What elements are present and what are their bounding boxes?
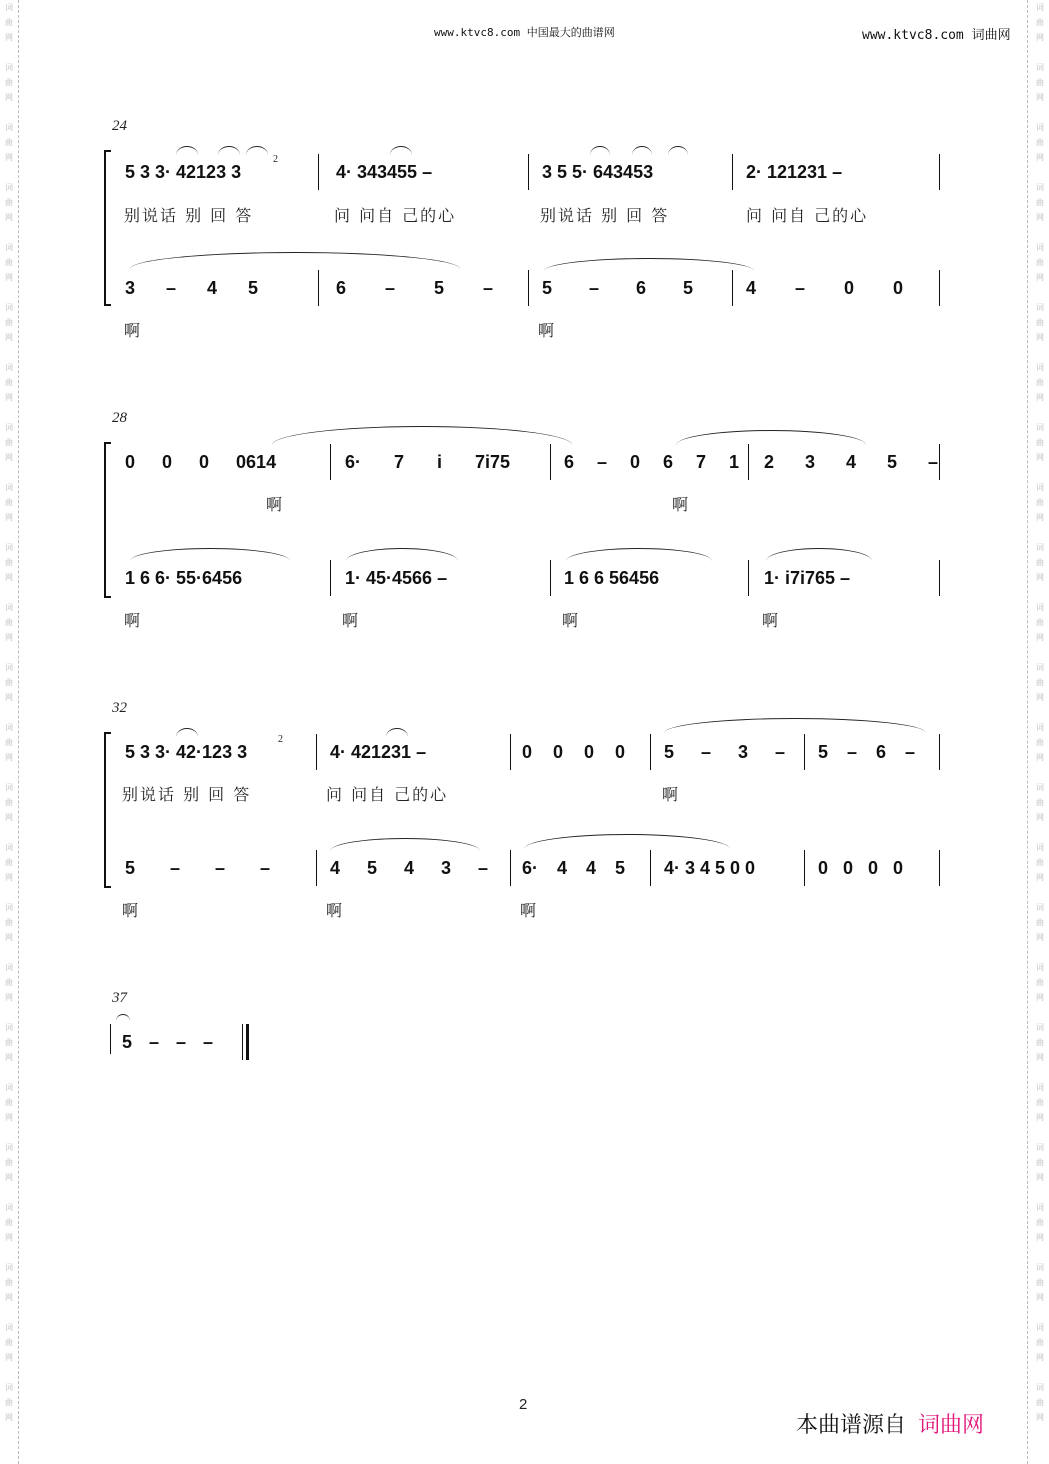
final-barline-thick bbox=[246, 1024, 249, 1060]
header-left-text: www.ktvc8.com 中国最大的曲谱网 bbox=[434, 26, 615, 39]
barline bbox=[528, 270, 529, 306]
watermark-glyph-group: 词 曲 网 bbox=[1036, 543, 1044, 582]
watermark-glyph-group: 词 曲 网 bbox=[1036, 1023, 1044, 1062]
watermark-glyph-group: 词 曲 网 bbox=[5, 1083, 13, 1122]
lower-measure: 3 – 4 5 bbox=[125, 278, 259, 298]
upper-measure: 2 3 4 5 – bbox=[764, 452, 939, 472]
lyric: 啊 bbox=[672, 495, 691, 514]
lyric: 别说话 别 回 答 bbox=[124, 206, 254, 225]
watermark-glyph-group: 词 曲 网 bbox=[5, 63, 13, 102]
barline bbox=[316, 850, 317, 886]
watermark-glyph-group: 词 曲 网 bbox=[1036, 1083, 1044, 1122]
slur bbox=[330, 838, 480, 851]
slur bbox=[272, 426, 572, 445]
lyric: 啊 bbox=[538, 321, 557, 340]
watermark-glyph-group: 词 曲 网 bbox=[1036, 483, 1044, 522]
barline bbox=[939, 734, 940, 770]
watermark-glyph-group: 词 曲 网 bbox=[5, 1383, 13, 1422]
lyric: 啊 bbox=[662, 785, 681, 804]
lower-measure: 1 6 6· 55·6456 bbox=[125, 568, 243, 588]
measure-number: 28 bbox=[112, 410, 127, 426]
watermark-glyph-group: 词 曲 网 bbox=[5, 1263, 13, 1302]
watermark-glyph-group: 词 曲 网 bbox=[5, 543, 13, 582]
lyric: 别说话 别 回 答 bbox=[540, 206, 670, 225]
measure-number: 24 bbox=[112, 118, 127, 134]
lyric: 啊 bbox=[562, 611, 581, 630]
barline bbox=[318, 270, 319, 306]
slur bbox=[130, 548, 290, 561]
lyric: 啊 bbox=[124, 611, 143, 630]
upper-measure: 0 0 0 0 bbox=[522, 742, 626, 762]
watermark-glyph-group: 词 曲 网 bbox=[1036, 603, 1044, 642]
upper-measure: 6· 7 i 7i75 bbox=[345, 452, 511, 472]
barline bbox=[316, 734, 317, 770]
slur bbox=[246, 146, 268, 155]
upper-measure: 5 – 3 – bbox=[664, 742, 786, 762]
lyric: 啊 bbox=[342, 611, 361, 630]
watermark-glyph-group: 词 曲 网 bbox=[5, 1023, 13, 1062]
barline bbox=[939, 444, 940, 480]
watermark-glyph-group: 词 曲 网 bbox=[1036, 183, 1044, 222]
barline bbox=[550, 444, 551, 480]
lower-measure: 5 – – – bbox=[125, 858, 271, 878]
barline bbox=[939, 560, 940, 596]
lyric: 啊 bbox=[124, 321, 143, 340]
left-margin-rule bbox=[18, 0, 19, 1464]
watermark-glyph-group: 词 曲 网 bbox=[1036, 903, 1044, 942]
lower-measure: 4 – 0 0 bbox=[746, 278, 904, 298]
watermark-glyph-group: 词 曲 网 bbox=[1036, 1323, 1044, 1362]
barline bbox=[732, 154, 733, 190]
watermark-glyph-group: 词 曲 网 bbox=[5, 903, 13, 942]
barline bbox=[510, 850, 511, 886]
watermark-glyph-group: 词 曲 网 bbox=[1036, 3, 1044, 42]
watermark-glyph-group: 词 曲 网 bbox=[5, 243, 13, 282]
barline bbox=[330, 560, 331, 596]
lower-measure: 6· 4 4 5 bbox=[522, 858, 626, 878]
slur bbox=[176, 728, 198, 737]
watermark-glyph-group: 词 曲 网 bbox=[5, 723, 13, 762]
system-bracket bbox=[104, 732, 111, 888]
slur bbox=[116, 1014, 130, 1021]
slur bbox=[390, 146, 412, 155]
watermark-glyph-group: 词 曲 网 bbox=[5, 123, 13, 162]
barline bbox=[939, 850, 940, 886]
watermark-glyph-group: 词 曲 网 bbox=[5, 963, 13, 1002]
watermark-glyph-group: 词 曲 网 bbox=[1036, 423, 1044, 462]
upper-measure: 3 5 5· 643453 bbox=[542, 162, 654, 182]
barline bbox=[110, 1024, 111, 1054]
watermark-glyph-group: 词 曲 网 bbox=[5, 363, 13, 402]
lyric: 啊 bbox=[326, 901, 345, 920]
lower-measure: 4· 3 4 5 0 0 bbox=[664, 858, 756, 878]
watermark-glyph-group: 词 曲 网 bbox=[1036, 843, 1044, 882]
lyric: 啊 bbox=[266, 495, 285, 514]
lower-measure: 6 – 5 – bbox=[336, 278, 494, 298]
watermark-glyph-group: 词 曲 网 bbox=[5, 1143, 13, 1182]
slur bbox=[664, 718, 926, 733]
barline bbox=[732, 270, 733, 306]
slur bbox=[668, 146, 688, 155]
measure-number: 32 bbox=[112, 700, 127, 716]
watermark-glyph-group: 词 曲 网 bbox=[5, 663, 13, 702]
system-bracket bbox=[104, 442, 111, 598]
barline bbox=[650, 850, 651, 886]
slur bbox=[346, 548, 458, 561]
watermark-glyph-group: 词 曲 网 bbox=[5, 843, 13, 882]
watermark-glyph-group: 词 曲 网 bbox=[5, 603, 13, 642]
lyric: 问 问自 己的心 bbox=[326, 785, 449, 804]
upper-measure: 5 3 3· 42·123 3 bbox=[125, 742, 248, 762]
watermark-glyph-group: 词 曲 网 bbox=[1036, 723, 1044, 762]
watermark-glyph-group: 词 曲 网 bbox=[1036, 303, 1044, 342]
watermark-glyph-group: 词 曲 网 bbox=[1036, 363, 1044, 402]
upper-measure: 2· 121231 – bbox=[746, 162, 843, 182]
watermark-glyph-group: 词 曲 网 bbox=[5, 483, 13, 522]
barline bbox=[510, 734, 511, 770]
watermark-glyph-group: 词 曲 网 bbox=[1036, 1383, 1044, 1422]
watermark-glyph-group: 词 曲 网 bbox=[5, 303, 13, 342]
barline bbox=[804, 850, 805, 886]
lyric: 问 问自 己的心 bbox=[334, 206, 457, 225]
watermark-glyph-group: 词 曲 网 bbox=[1036, 123, 1044, 162]
watermark-glyph-group: 词 曲 网 bbox=[5, 1203, 13, 1242]
upper-measure: 5 – 6 – bbox=[818, 742, 916, 762]
lower-measure: 1· 45·4566 – bbox=[345, 568, 448, 588]
slur bbox=[218, 146, 240, 155]
slur bbox=[176, 146, 198, 155]
source-credit bbox=[796, 1408, 984, 1439]
barline bbox=[939, 270, 940, 306]
lyric: 啊 bbox=[762, 611, 781, 630]
system-bracket bbox=[104, 150, 111, 306]
watermark-glyph-group: 词 曲 网 bbox=[1036, 663, 1044, 702]
watermark-glyph-group: 词 曲 网 bbox=[5, 423, 13, 462]
barline bbox=[318, 154, 319, 190]
slur bbox=[766, 548, 872, 561]
barline bbox=[939, 154, 940, 190]
barline bbox=[748, 560, 749, 596]
watermark-glyph-group: 词 曲 网 bbox=[1036, 243, 1044, 282]
slur bbox=[386, 728, 408, 737]
upper-measure: 6 – 0 6 7 1 bbox=[564, 452, 740, 472]
slur bbox=[524, 834, 730, 849]
lower-measure: 5 – 6 5 bbox=[542, 278, 694, 298]
barline bbox=[550, 560, 551, 596]
barline bbox=[330, 444, 331, 480]
source-brand: 词曲网 bbox=[918, 1412, 985, 1437]
left-watermark-strip bbox=[2, 0, 16, 1464]
upper-measure: 5 – – – bbox=[122, 1032, 214, 1052]
watermark-glyph-group: 词 曲 网 bbox=[5, 3, 13, 42]
barline bbox=[528, 154, 529, 190]
watermark-glyph-group: 词 曲 网 bbox=[5, 183, 13, 222]
watermark-glyph-group: 词 曲 网 bbox=[1036, 783, 1044, 822]
upper-measure: 4· 421231 – bbox=[330, 742, 427, 762]
grace-note: 2 bbox=[278, 734, 283, 745]
lower-measure: 1· i7i765 – bbox=[764, 568, 851, 588]
lyric: 问 问自 己的心 bbox=[746, 206, 869, 225]
slur bbox=[130, 252, 460, 269]
header-right-text: www.ktvc8.com 词曲网 bbox=[862, 28, 1011, 43]
final-barline-thin bbox=[242, 1024, 243, 1060]
slur bbox=[544, 258, 754, 271]
barline bbox=[804, 734, 805, 770]
watermark-glyph-group: 词 曲 网 bbox=[5, 1323, 13, 1362]
right-margin-rule bbox=[1027, 0, 1028, 1464]
lower-measure: 1 6 6 56456 bbox=[564, 568, 660, 588]
slur bbox=[632, 146, 652, 155]
upper-measure: 5 3 3· 42123 3 bbox=[125, 162, 242, 182]
slur bbox=[590, 146, 610, 155]
watermark-glyph-group: 词 曲 网 bbox=[5, 783, 13, 822]
watermark-glyph-group: 词 曲 网 bbox=[1036, 1263, 1044, 1302]
lyric: 啊 bbox=[122, 901, 141, 920]
watermark-glyph-group: 词 曲 网 bbox=[1036, 1203, 1044, 1242]
right-watermark-strip bbox=[1033, 0, 1047, 1464]
watermark-glyph-group: 词 曲 网 bbox=[1036, 1143, 1044, 1182]
watermark-glyph-group: 词 曲 网 bbox=[1036, 63, 1044, 102]
page-number: 2 bbox=[519, 1396, 528, 1413]
lyric: 啊 bbox=[520, 901, 539, 920]
barline bbox=[748, 444, 749, 480]
source-label: 本曲谱源自 bbox=[796, 1412, 907, 1437]
grace-note: 2 bbox=[273, 154, 278, 165]
upper-measure: 4· 343455 – bbox=[336, 162, 433, 182]
lyric: 别说话 别 回 答 bbox=[122, 785, 252, 804]
watermark-glyph-group: 词 曲 网 bbox=[1036, 963, 1044, 1002]
lower-measure: 0 0 0 0 bbox=[818, 858, 904, 878]
slur bbox=[566, 548, 712, 561]
barline bbox=[650, 734, 651, 770]
upper-measure: 0 0 0 0614 bbox=[125, 452, 277, 472]
slur bbox=[676, 430, 866, 445]
measure-number: 37 bbox=[112, 990, 127, 1006]
lower-measure: 4 5 4 3 – bbox=[330, 858, 489, 878]
